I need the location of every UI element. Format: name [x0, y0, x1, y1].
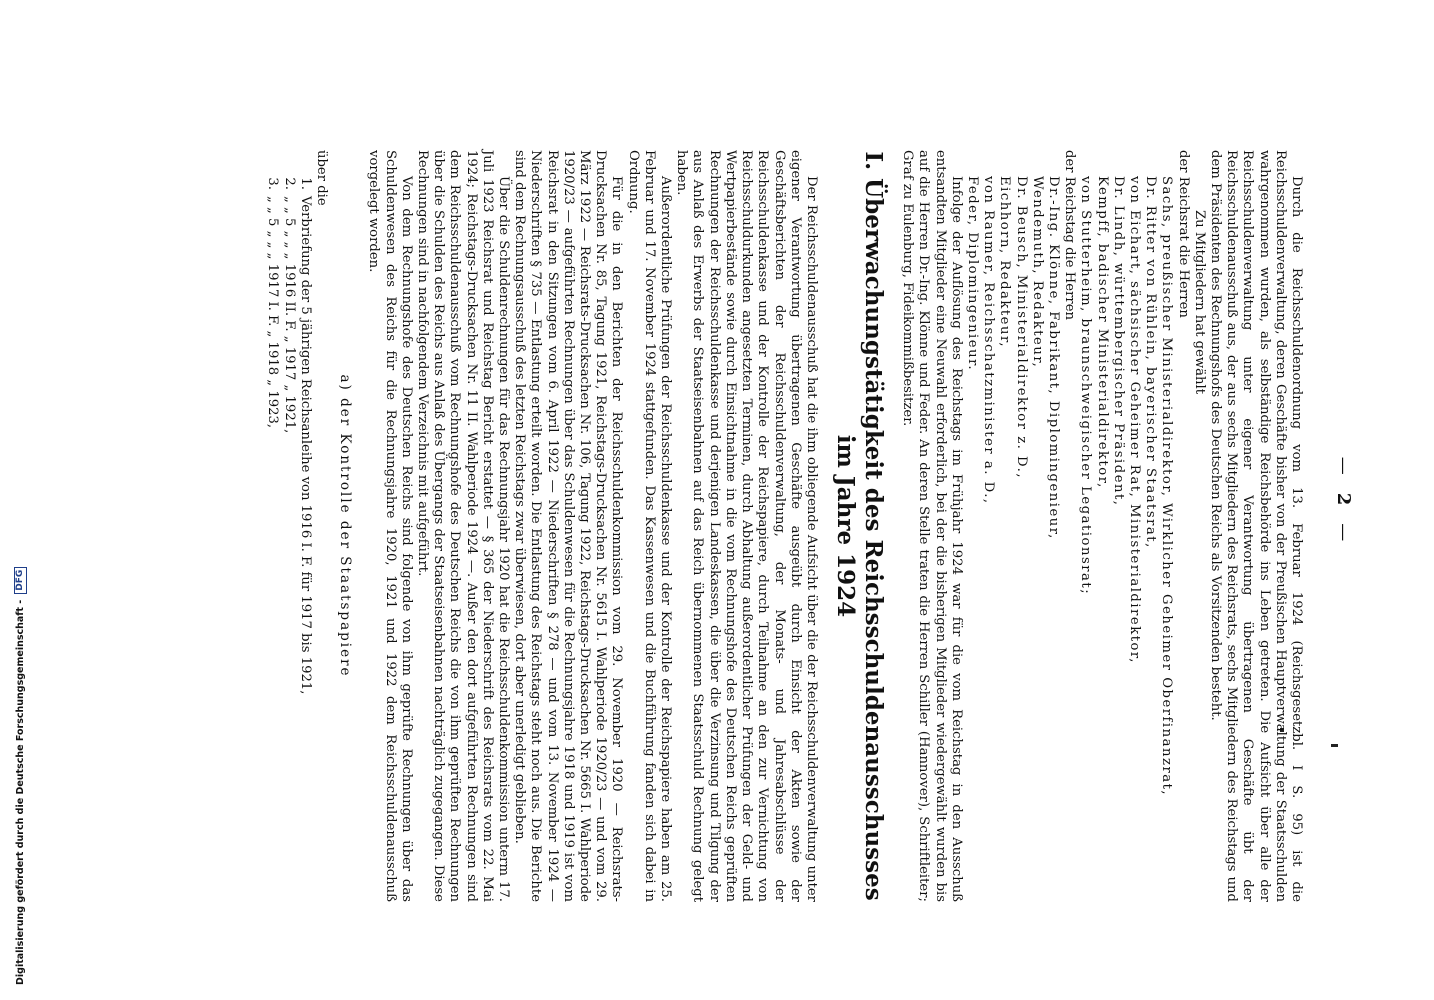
page-number: —2— — [1333, 456, 1354, 544]
document-body — [264, 150, 1304, 902]
list-item-number: 1. — [297, 177, 313, 190]
reichstag-members — [964, 150, 1061, 902]
paragraph: Über die Schuldenrechnungen für das Rechnungsjahr 1920 hat die Reichsschuldenkommission unterm 17. Juli 1923 Reichsrat und Reichstag Bericht erstattet — § 365 der Niederschrift des Reichsrats vom 22. Mai 1924; Reichstags-Drucksachen Nr. 11 II. Wahlperiode 1924 —. Außer den dort aufgeführten Rechnungen sind dem Reichsschuldenausschuß vom Rechnungshofe des Deutschen Reichs die von ihm geprüften Rechnungen über die Schulden des Reichs aus Anlaß des Übergangs der Staatseisenbahnen nachträglich zugegangen. Diese Rechnungen sind in nachfolgendem Verzeichnis mit aufgeführt. — [415, 150, 512, 902]
paragraph: Für die in den Berichten der Reichsschuldenkommission vom 29. November 1920 — Reichsrats-Drucksachen Nr. 85, Tagung 1921, Reichstags-Drucksachen Nr. 5615 I. Wahlperiode 1920/23 — und vom 29. März 1922 — Reichsrats-Drucksachen Nr. 106, Tagung 1922, Reichstags-Drucksachen Nr. 5665 I. Wahlperiode 1920/23 — aufgeführten Rechnungen über das Schuldenwesen für die Rechnungsjahre 1918 und 1919 ist vom Reichsrat in den Sitzungen vom 6. April 1922 — Niederschriften § 278 — und vom 13. November 1924 — Niederschriften § 735 — Entlastung erteilt worden. Die Entlastung des Reichstags steht noch aus. Die Berichte sind dem Rechnungsausschuß des letzten Reichstags zwar überwiesen, dort aber unerledigt geblieben. — [512, 150, 625, 902]
members-elected-label: Zu Mitgliedern hat gewählt — [1191, 210, 1207, 395]
member-line: Feder, Diplomingenieur. — [964, 176, 980, 372]
member-line: Sachs, preußischer Ministerialdirektor, Wirklicher Geheimer Oberfinanzrat, — [1159, 176, 1175, 797]
list-item — [264, 150, 280, 902]
dfg-logo-icon: DFG — [14, 567, 27, 594]
list-intro: über die — [314, 150, 330, 206]
page-number-value: 2 — [1333, 492, 1354, 508]
member-line: Kempff, badischer Ministerialdirektor, — [1094, 176, 1110, 489]
intro-paragraph: Durch die Reichsschuldenordnung vom 13. Februar 1924 (Reichsgesetzbl. I S. 95) ist die Reichsschuldenverwaltung, deren Geschäfte bisher von der Preußischen Hauptverwaltung der Staatsschulden wahrgenommen wurden, als selbständige Reichsbehörde ins Leben getreten. Die Aufsicht über alle der Reichsschuldenverwaltung unter eigener Verantwortung übertragenen Geschäfte übt der Reichsschuldenausschuß aus, der aus sechs Mitgliedern des Reichsrats, sechs Mitgliedern des Reichstags und dem Präsidenten des Rechnungshofs des Deutschen Reichs als Vorsitzenden besteht. — [1207, 150, 1304, 902]
list-item-number: 2. — [281, 177, 297, 190]
member-line: Wendemuth, Redakteur, — [1029, 176, 1045, 369]
member-line: Dr. Lindh, württembergischer Präsident, — [1110, 176, 1126, 507]
member-line: Eichhorn, Redakteur, — [997, 176, 1013, 349]
reichstag-label: der Reichstag die Herren — [1062, 150, 1078, 321]
list-item-number: 3. — [265, 177, 281, 190]
list-item — [297, 150, 313, 902]
paragraph: Der Reichsschuldenausschuß hat die ihm obliegende Aufsicht über die der Reichsschuldenverwaltung unter eigener Verantwortung übertragenen Geschäfte ausgeübt durch Einsicht der Akten sowie der Geschäftsberichten der Reichsschuldenverwaltung, der Monats- und Jahresabschlüsse der Reichsschuldenkasse und der Kontrolle der Reichspapiere, durch Teilnahme an den zur Vernichtung von Reichsschuldurkunden angesetzten Terminen, durch Abhaltung außerordentlicher Prüfungen der Geld- und Wertpapierbestände sowie durch Einsichtnahme in die vom Rechnungshofe des Deutschen Reichs geprüften Rechnungen der Reichsschuldenkasse und derjenigen Landeskassen, die über die Verzinsung und Tilgung der aus Anlaß des Erwerbs der Staatseisenbahnen auf das Reich übernommenen Staatsschuld Rechnung gelegt haben. — [674, 150, 819, 902]
list-item-text: „ „ 5 „ „ „ 1917 I. F. „ 1918 „ 1923, — [265, 196, 281, 429]
list-item — [280, 150, 296, 902]
accounts-list — [264, 150, 313, 902]
section-heading: I. Überwachungstätigkeit des Reichsschuldenausschusses im Jahre 1924 — [831, 151, 887, 901]
paragraph-after-members: Infolge der Auflösung des Reichstags im Frühjahr 1924 war für die vom Reichstag in den Ausschuß entsandten Mitglieder eine Neuwahl erforderlich, bei der die bisherigen Mitglieder wiedergewählt wurden bis auf die Herren Dr.-Ing. Klönne und Feder. An deren Stelle traten die Herren Schiller (Hannover), Schriftleiter; Graf zu Eulenburg, Fideikommißbesitzer. — [900, 150, 964, 902]
paragraph: Von dem Rechnungshofe des Deutschen Reichs sind folgende von ihm geprüfte Rechnungen über das Schuldenwesen des Reichs für die Rechnungsjahre 1920, 1921 und 1922 dem Reichsschuldenausschuß vorgelegt worden. — [366, 150, 414, 902]
list-item-text: Verbriefung der 5 jährigen Reichsanleihe von 1916 I. F. für 1917 bis 1921, — [297, 196, 313, 695]
digitization-credit — [0, 0, 26, 1000]
subheading: a) der Kontrolle der Staatspapiere — [337, 374, 354, 678]
reichsrat-members — [1077, 150, 1174, 902]
member-line: Dr. Beusch, Ministerialdirektor z. D., — [1013, 176, 1029, 480]
member-line: Dr. Ritter von Rühlein, bayerischer Staatsrat, — [1143, 176, 1159, 549]
member-line: Dr.-Ing. Klönne, Fabrikant, Diplomingenieur, — [1045, 176, 1061, 540]
credit-text: Digitalisierung gefördert durch die Deutsche Forschungsgemeinschaft - — [15, 599, 26, 985]
member-line: von Stutterheim, braunschweigischer Legationsrat; — [1078, 176, 1094, 596]
member-line: von Raumer, Reichsschatzminister a. D., — [981, 176, 997, 505]
reichsrat-label: der Reichsrat die Herren — [1175, 150, 1191, 318]
paragraph: Außerordentliche Prüfungen der Reichsschuldenkasse und der Kontrolle der Reichspapiere haben am 25. Februar und 17. November 1924 stattgefunden. Das Kassenwesen und die Buchführung fanden sich dabei in Ordnung. — [625, 150, 674, 902]
member-line: von Eichart, sächsischer Geheimer Rat, Ministerialdirektor, — [1126, 176, 1142, 664]
list-item-text: „ „ 5 „ „ „ 1916 II. F. „ 1917 „ 1921, — [281, 196, 297, 434]
